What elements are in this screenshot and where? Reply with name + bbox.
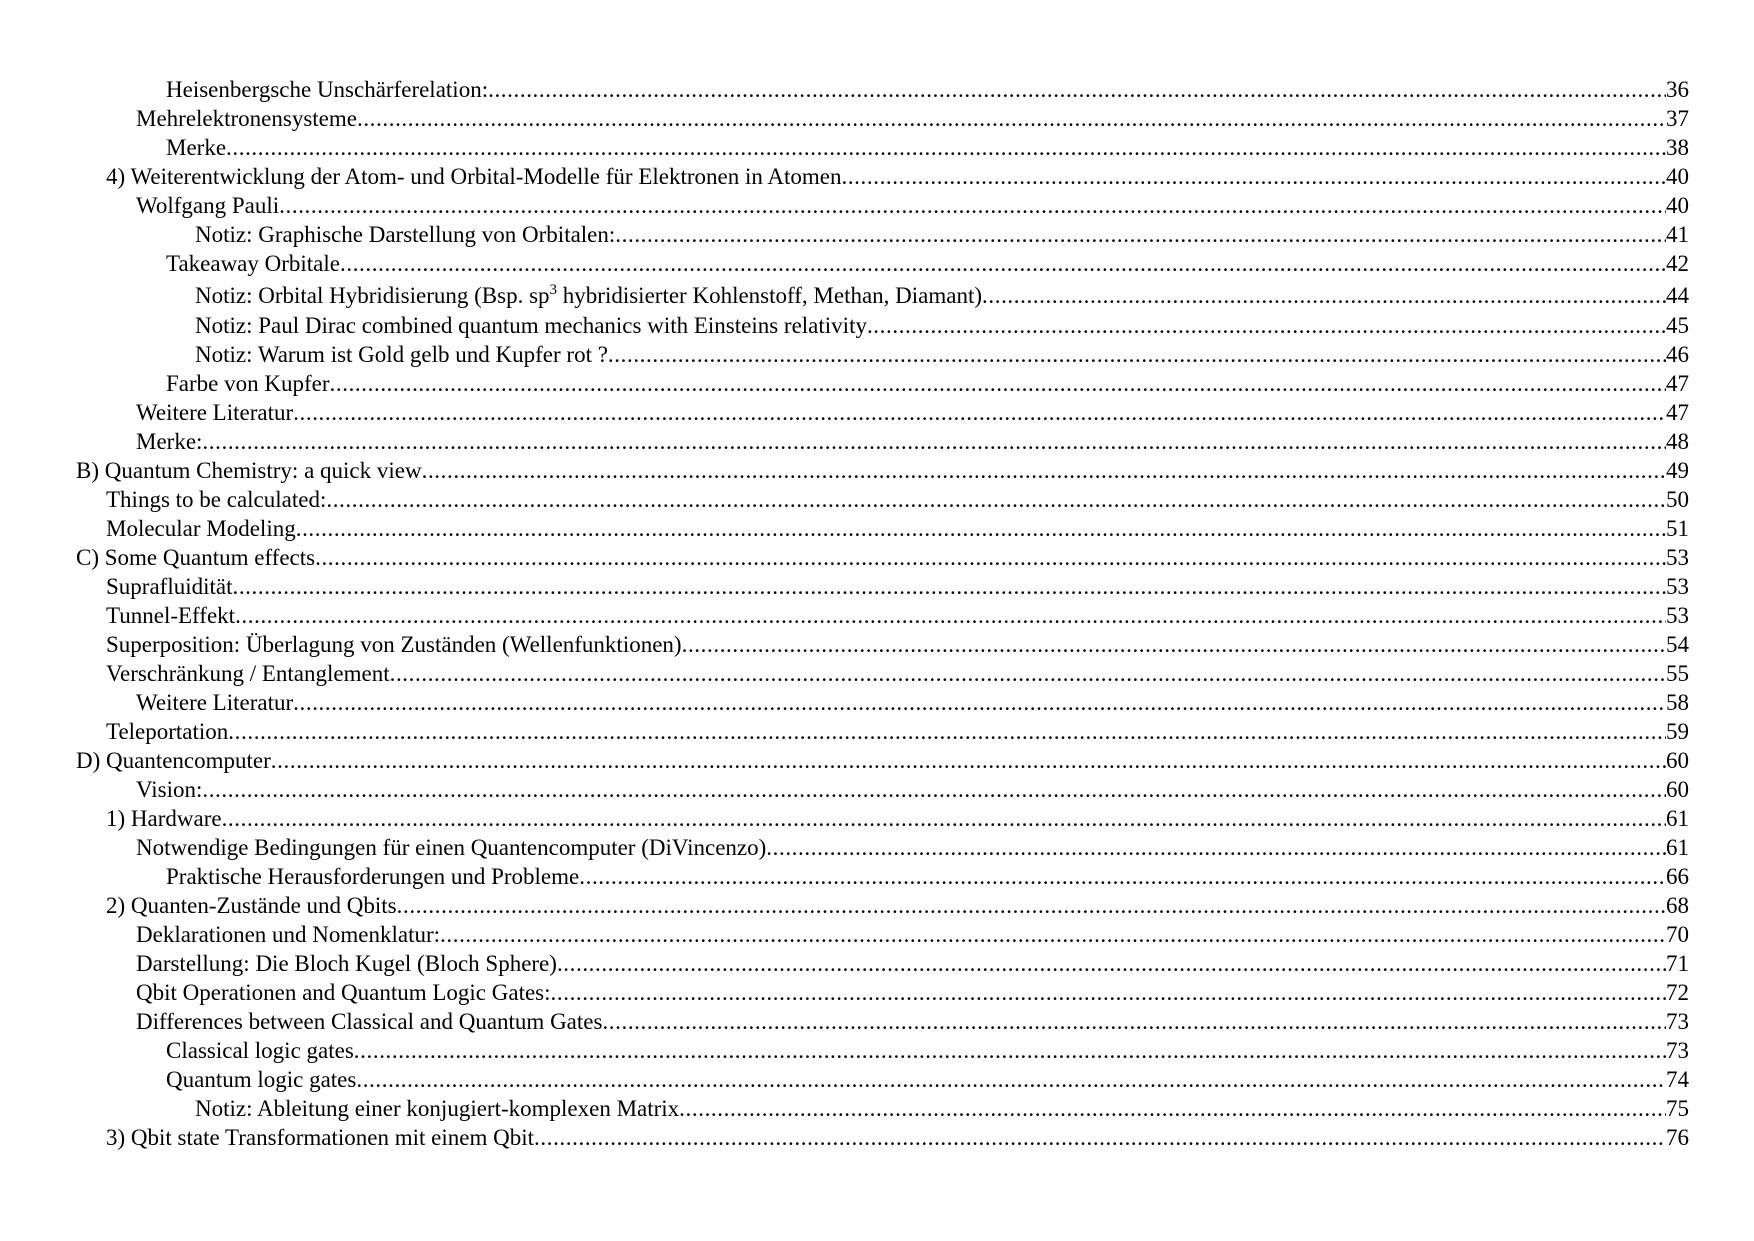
toc-entry-title: 3) Qbit state Transformationen mit einem Qbit — [106, 1125, 535, 1150]
dot-leader — [202, 427, 1666, 456]
toc-entry-page: 41 — [1666, 222, 1689, 247]
toc-entry-title: Notwendige Bedingungen für einen Quantencomputer (DiVincenzo) — [136, 835, 767, 860]
dot-leader — [279, 191, 1666, 220]
toc-entry[interactable] — [0, 191, 1754, 220]
toc-entry[interactable] — [0, 104, 1754, 133]
dot-leader — [557, 949, 1666, 978]
toc-entry[interactable] — [0, 1007, 1754, 1036]
toc-entry[interactable] — [0, 659, 1754, 688]
toc-entry-title: Deklarationen und Nomenklatur: — [136, 922, 441, 947]
toc-entry[interactable] — [0, 775, 1754, 804]
toc-entry[interactable] — [0, 717, 1754, 746]
toc-entry-page: 60 — [1666, 748, 1689, 773]
dot-leader — [326, 485, 1666, 514]
toc-entry[interactable] — [0, 601, 1754, 630]
toc-entry-page: 37 — [1666, 106, 1689, 131]
toc-entry[interactable] — [0, 249, 1754, 278]
toc-entry-page: 70 — [1666, 922, 1689, 947]
toc-entry-title: Differences between Classical and Quantum Gates — [136, 1009, 603, 1034]
toc-entry-title: 4) Weiterentwicklung der Atom- und Orbital-Modelle für Elektronen in Atomen — [106, 164, 842, 189]
toc-entry-page: 53 — [1666, 545, 1689, 570]
dot-leader — [602, 1007, 1666, 1036]
toc-entry[interactable] — [0, 920, 1754, 949]
toc-entry[interactable] — [0, 572, 1754, 601]
toc-entry[interactable] — [0, 485, 1754, 514]
toc-entry-title: Superposition: Überlagung von Zuständen (Wellenfunktionen) — [106, 632, 682, 657]
dot-leader — [340, 249, 1666, 278]
toc-entry-page: 38 — [1666, 135, 1689, 160]
toc-entry-page: 48 — [1666, 429, 1689, 454]
dot-leader — [356, 1065, 1666, 1094]
dot-leader — [293, 688, 1666, 717]
toc-entry[interactable] — [0, 278, 1754, 311]
toc-entry[interactable] — [0, 804, 1754, 833]
dot-leader — [488, 75, 1666, 104]
toc-entry-title: Weitere Literatur — [136, 690, 294, 715]
toc-entry-title: Merke — [166, 135, 227, 160]
toc-entry-page: 51 — [1666, 516, 1689, 541]
toc-entry-page: 45 — [1666, 313, 1689, 338]
toc-entry[interactable] — [0, 220, 1754, 249]
dot-leader — [357, 104, 1666, 133]
dot-leader — [841, 162, 1666, 191]
toc-entry[interactable] — [0, 1123, 1754, 1152]
toc-entry-title: Things to be calculated: — [106, 487, 327, 512]
dot-leader — [551, 978, 1666, 1007]
toc-entry-title: C) Some Quantum effects — [76, 545, 316, 570]
toc-entry-page: 71 — [1666, 951, 1689, 976]
toc-entry-title: Wolfgang Pauli — [136, 193, 280, 218]
dot-leader — [293, 398, 1666, 427]
dot-leader — [202, 775, 1666, 804]
toc-entry[interactable] — [0, 398, 1754, 427]
dot-leader — [226, 133, 1666, 162]
toc-entry-title: 1) Hardware — [106, 806, 222, 831]
dot-leader — [534, 1123, 1666, 1152]
toc-entry-title: Vision: — [136, 777, 203, 802]
toc-entry-page: 75 — [1666, 1096, 1689, 1121]
toc-entry-page: 60 — [1666, 777, 1689, 802]
table-of-contents — [0, 75, 1754, 1152]
dot-leader — [330, 369, 1666, 398]
dot-leader — [228, 717, 1666, 746]
dot-leader — [397, 891, 1666, 920]
toc-entry-title: D) Quantencomputer — [76, 748, 271, 773]
dot-leader — [232, 572, 1666, 601]
toc-entry-title: B) Quantum Chemistry: a quick view — [76, 458, 422, 483]
toc-entry-page: 44 — [1666, 283, 1689, 308]
toc-entry-title: Praktische Herausforderungen und Probleme — [166, 864, 580, 889]
toc-entry-title-part: Notiz: Orbital Hybridisierung (Bsp. sp — [195, 283, 550, 308]
dot-leader — [679, 1094, 1666, 1123]
dot-leader — [615, 220, 1666, 249]
toc-entry[interactable] — [0, 543, 1754, 572]
toc-entry-page: 50 — [1666, 487, 1689, 512]
toc-entry-page: 46 — [1666, 342, 1689, 367]
toc-entry-page: 72 — [1666, 980, 1689, 1005]
toc-entry-title: Mehrelektronensysteme — [136, 106, 357, 131]
dot-leader — [682, 630, 1666, 659]
toc-entry-page: 73 — [1666, 1009, 1689, 1034]
toc-entry-title: Quantum logic gates — [166, 1067, 357, 1092]
toc-entry[interactable] — [0, 340, 1754, 369]
toc-entry[interactable] — [0, 833, 1754, 862]
dot-leader — [982, 278, 1666, 314]
toc-entry[interactable] — [0, 75, 1754, 104]
toc-entry-title-part: hybridisierter Kohlenstoff, Methan, Diamant) — [557, 283, 983, 308]
toc-entry-title: Farbe von Kupfer — [166, 371, 330, 396]
toc-entry-title: Weitere Literatur — [136, 400, 294, 425]
toc-entry[interactable] — [0, 1094, 1754, 1123]
toc-entry[interactable] — [0, 978, 1754, 1007]
toc-entry-title: Merke: — [136, 429, 203, 454]
toc-entry-title: Classical logic gates — [166, 1038, 354, 1063]
dot-leader — [608, 340, 1666, 369]
toc-entry-page: 36 — [1666, 77, 1689, 102]
dot-leader — [440, 920, 1666, 949]
toc-entry[interactable] — [0, 949, 1754, 978]
toc-entry-title: Takeaway Orbitale — [166, 251, 340, 276]
toc-entry-page: 54 — [1666, 632, 1689, 657]
toc-entry-page: 61 — [1666, 806, 1689, 831]
toc-entry-title: Verschränkung / Entanglement — [106, 661, 390, 686]
dot-leader — [296, 514, 1666, 543]
toc-entry-title: Heisenbergsche Unschärferelation: — [166, 77, 489, 102]
toc-entry[interactable] — [0, 688, 1754, 717]
dot-leader — [222, 804, 1666, 833]
toc-entry-title: Molecular Modeling — [106, 516, 296, 541]
dot-leader — [235, 601, 1666, 630]
toc-entry-title: Notiz: Paul Dirac combined quantum mechanics with Einsteins relativity — [195, 313, 867, 338]
toc-entry-page: 47 — [1666, 400, 1689, 425]
dot-leader — [271, 746, 1666, 775]
toc-entry-title: Tunnel-Effekt — [106, 603, 236, 628]
toc-entry[interactable] — [0, 311, 1754, 340]
superscript: 3 — [549, 282, 558, 298]
toc-entry[interactable] — [0, 456, 1754, 485]
toc-entry[interactable] — [0, 427, 1754, 456]
toc-entry[interactable] — [0, 133, 1754, 162]
toc-entry-title: Notiz: Graphische Darstellung von Orbitalen: — [195, 222, 616, 247]
dot-leader — [390, 659, 1666, 688]
toc-entry[interactable] — [0, 1065, 1754, 1094]
toc-entry-page: 68 — [1666, 893, 1689, 918]
toc-entry-page: 58 — [1666, 690, 1689, 715]
dot-leader — [579, 862, 1666, 891]
toc-entry-page: 76 — [1666, 1125, 1689, 1150]
toc-entry-title: Teleportation — [106, 719, 229, 744]
toc-entry-page: 74 — [1666, 1067, 1689, 1092]
toc-entry-page: 59 — [1666, 719, 1689, 744]
toc-entry[interactable] — [0, 891, 1754, 920]
toc-entry-page: 49 — [1666, 458, 1689, 483]
toc-entry[interactable] — [0, 746, 1754, 775]
toc-entry-title: Notiz: Ableitung einer konjugiert-komplexen Matrix — [195, 1096, 680, 1121]
dot-leader — [315, 543, 1666, 572]
toc-entry-title — [195, 278, 982, 314]
toc-entry[interactable] — [0, 369, 1754, 398]
toc-entry[interactable] — [0, 514, 1754, 543]
dot-leader — [354, 1036, 1666, 1065]
toc-entry-page: 73 — [1666, 1038, 1689, 1063]
toc-entry-title: Qbit Operationen and Quantum Logic Gates: — [136, 980, 551, 1005]
toc-entry-page: 66 — [1666, 864, 1689, 889]
toc-entry-page: 61 — [1666, 835, 1689, 860]
toc-entry-page: 40 — [1666, 164, 1689, 189]
toc-entry-title: Suprafluidität — [106, 574, 233, 599]
toc-entry-title: 2) Quanten-Zustände und Qbits — [106, 893, 397, 918]
toc-entry[interactable] — [0, 630, 1754, 659]
dot-leader — [766, 833, 1666, 862]
dot-leader — [867, 311, 1666, 340]
toc-entry-title: Darstellung: Die Bloch Kugel (Bloch Sphere) — [136, 951, 557, 976]
toc-entry[interactable] — [0, 1036, 1754, 1065]
toc-entry[interactable] — [0, 162, 1754, 191]
toc-entry-page: 42 — [1666, 251, 1689, 276]
toc-entry-page: 40 — [1666, 193, 1689, 218]
dot-leader — [422, 456, 1666, 485]
toc-entry-page: 53 — [1666, 574, 1689, 599]
toc-entry-page: 55 — [1666, 661, 1689, 686]
toc-entry-page: 53 — [1666, 603, 1689, 628]
toc-entry[interactable] — [0, 862, 1754, 891]
toc-entry-title: Notiz: Warum ist Gold gelb und Kupfer rot ? — [195, 342, 608, 367]
toc-entry-page: 47 — [1666, 371, 1689, 396]
